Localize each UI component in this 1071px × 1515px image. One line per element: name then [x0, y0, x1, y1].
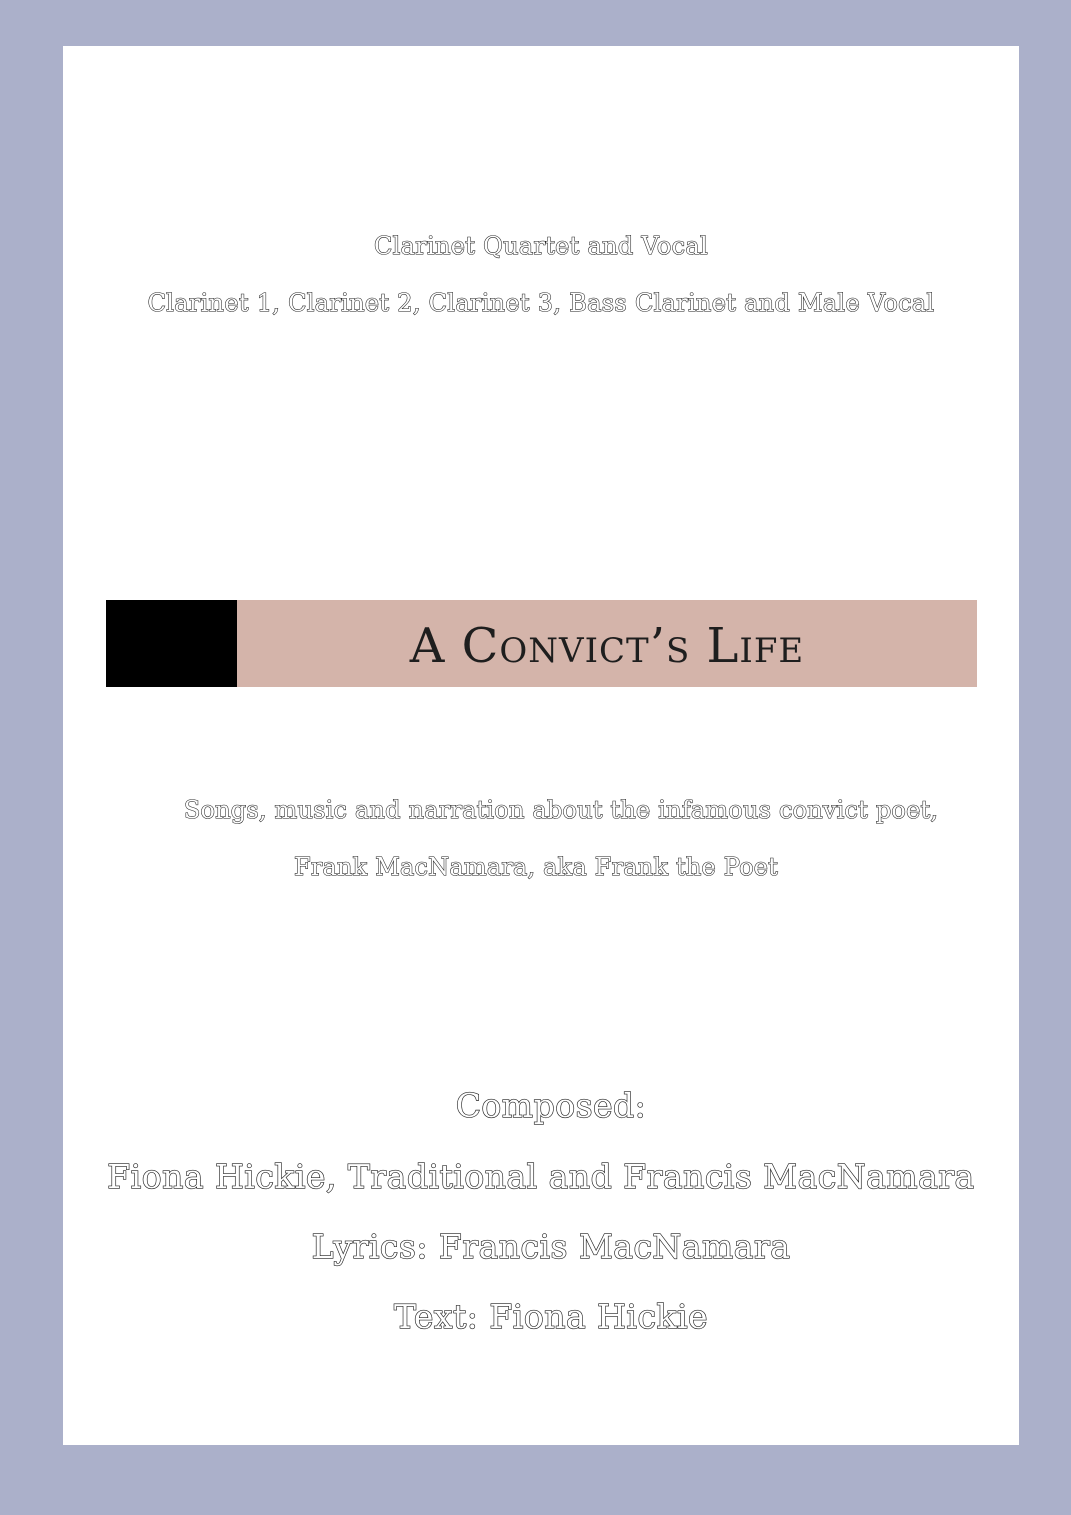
title-black-block	[106, 600, 237, 687]
instrumentation-line: Clarinet 1, Clarinet 2, Clarinet 3, Bass Clarinet and Male Vocal	[147, 289, 935, 317]
title-banner	[106, 600, 977, 687]
subtitle-line-1: Songs, music and narration about the infamous convict poet,	[183, 796, 939, 824]
subtitle-line-2: Frank MacNamara, aka Frank the Poet	[293, 853, 779, 881]
document-page	[63, 46, 1019, 1445]
text-credit: Text: Fiona Hickie	[393, 1297, 709, 1336]
document-title: A Convict’s Life	[409, 618, 805, 674]
ensemble-line: Clarinet Quartet and Vocal	[373, 232, 709, 260]
composed-label: Composed:	[455, 1086, 647, 1125]
composers-credit: Fiona Hickie, Traditional and Francis MacNamara	[107, 1157, 975, 1196]
lyrics-credit: Lyrics: Francis MacNamara	[311, 1227, 791, 1266]
